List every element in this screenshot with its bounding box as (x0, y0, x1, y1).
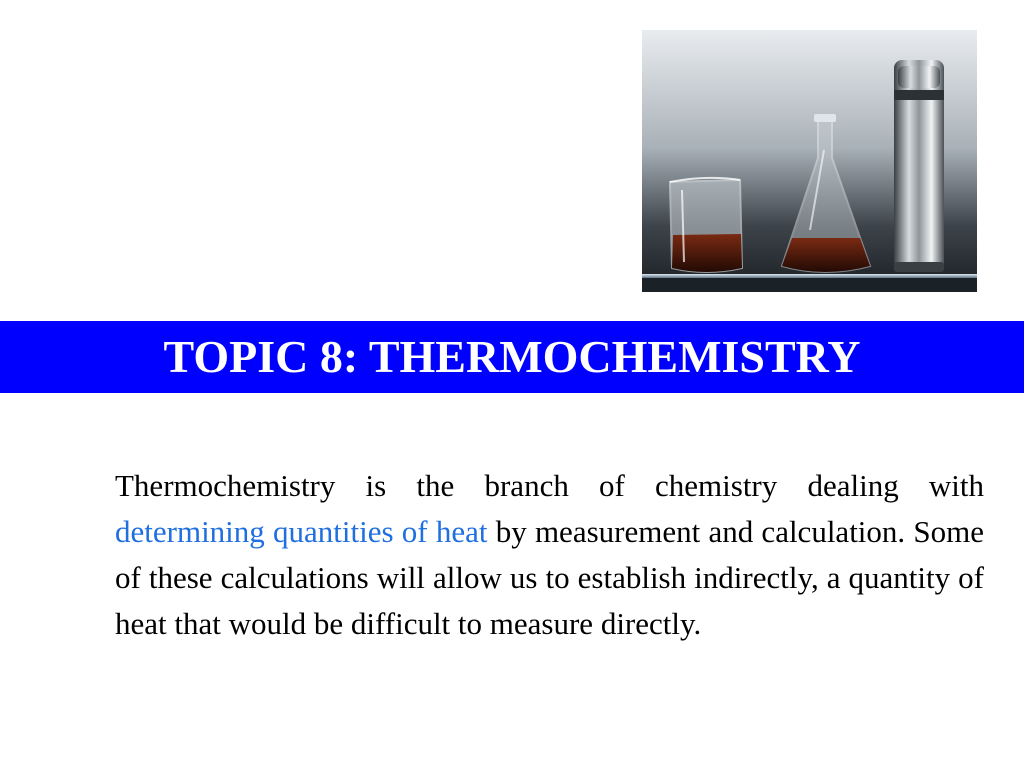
highlighted-phrase: determining quantities of heat (115, 514, 488, 549)
lab-glassware-icon (642, 30, 977, 292)
body-text-part2: by measurement and calculation. Some of these calculations will allow us to establish indirectly, a quantity of heat that would be difficult to measure directly. (115, 514, 985, 641)
body-text-part1: Thermochemistry is the branch of chemistry dealing with (115, 468, 984, 503)
lab-glassware-photo (642, 30, 977, 292)
slide-title: TOPIC 8: THERMOCHEMISTRY (163, 331, 861, 382)
body-paragraph (115, 463, 984, 647)
